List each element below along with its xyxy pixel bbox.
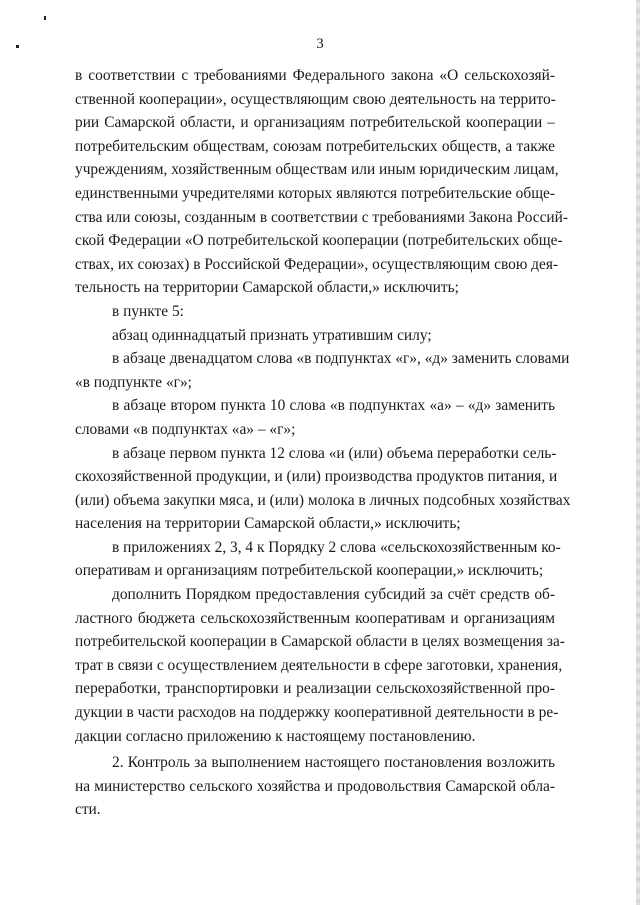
text-line: дакции согласно приложению к настоящему постановлению. bbox=[75, 727, 476, 745]
text-line: населения на территории Самарской области,» исключить; bbox=[75, 515, 461, 533]
text-line: трат в связи с осуществлением деятельности в сфере заготовки, хранения, bbox=[75, 656, 563, 674]
text-line: (или) объема закупки мяса, и (или) молока в личных подсобных хозяйствах bbox=[75, 491, 571, 509]
text-line: «в подпункте «г»; bbox=[75, 373, 192, 391]
page-number: 3 bbox=[316, 36, 324, 52]
text-line: абзац одиннадцатый признать утратившим силу; bbox=[112, 326, 432, 344]
text-line: потребительской кооперации в Самарской области в целях возмещения за- bbox=[75, 633, 565, 651]
text-line: в приложениях 2, 3, 4 к Порядку 2 слова «сельскохозяйственным ко- bbox=[112, 538, 561, 556]
text-line: единственными учредителями которых являются потребительские обще- bbox=[75, 184, 556, 202]
text-line: в абзаце втором пункта 10 слова «в подпунктах «а» – «д» заменить bbox=[112, 397, 555, 415]
text-line: в абзаце двенадцатом слова «в подпунктах «г», «д» заменить словами bbox=[112, 350, 570, 368]
text-line: ства или союзы, созданным в соответствии с требованиями Закона Россий- bbox=[75, 208, 569, 226]
text-line: ствах, их союзах) в Российской Федерации», осуществляющим свою дея- bbox=[75, 255, 559, 273]
text-line: тельность на территории Самарской области,» исключить; bbox=[75, 279, 459, 297]
text-line: в пункте 5: bbox=[112, 302, 184, 320]
text-line: в абзаце первом пункта 12 слова «и (или) объема переработки сель- bbox=[112, 444, 557, 462]
text-line: рии Самарской области, и организациям потребительской кооперации – bbox=[75, 114, 555, 132]
scan-edge bbox=[636, 0, 640, 905]
text-line: ской Федерации «О потребительской кооперации (потребительских обще- bbox=[75, 232, 563, 250]
text-line: в соответствии с требованиями Федерального закона «О сельскохозяй- bbox=[75, 67, 555, 84]
scan-speck bbox=[44, 16, 46, 20]
text-line: дополнить Порядком предоставления субсидий за счёт средств об- bbox=[112, 586, 555, 604]
text-line: словами «в подпунктах «а» – «г»; bbox=[75, 420, 296, 438]
text-line: на министерство сельского хозяйства и продовольствия Самарской обла- bbox=[75, 777, 555, 795]
text-line: переработки, транспортировки и реализации сельскохозяйственной про- bbox=[75, 680, 555, 698]
text-line: ственной кооперации», осуществляющим свою деятельность на террито- bbox=[75, 90, 556, 108]
text-line: оперативам и организациям потребительской кооперации,» исключить; bbox=[75, 562, 544, 580]
text-line: ластного бюджета сельскохозяйственным кооперативам и организациям bbox=[75, 609, 555, 627]
text-line: сти. bbox=[75, 801, 101, 819]
text-line: 2. Контроль за выполнением настоящего постановления возложить bbox=[112, 754, 555, 772]
document-body bbox=[75, 64, 571, 822]
text-line: потребительским обществам, союзам потребительских обществ, а также bbox=[75, 137, 555, 155]
text-line: учреждениям, хозяйственным обществам или иным юридическим лицам, bbox=[75, 161, 559, 179]
text-line: скохозяйственной продукции, и (или) производства продуктов питания, и bbox=[75, 468, 558, 486]
text-line: дукции в части расходов на поддержку кооперативной деятельности в ре- bbox=[75, 704, 559, 722]
